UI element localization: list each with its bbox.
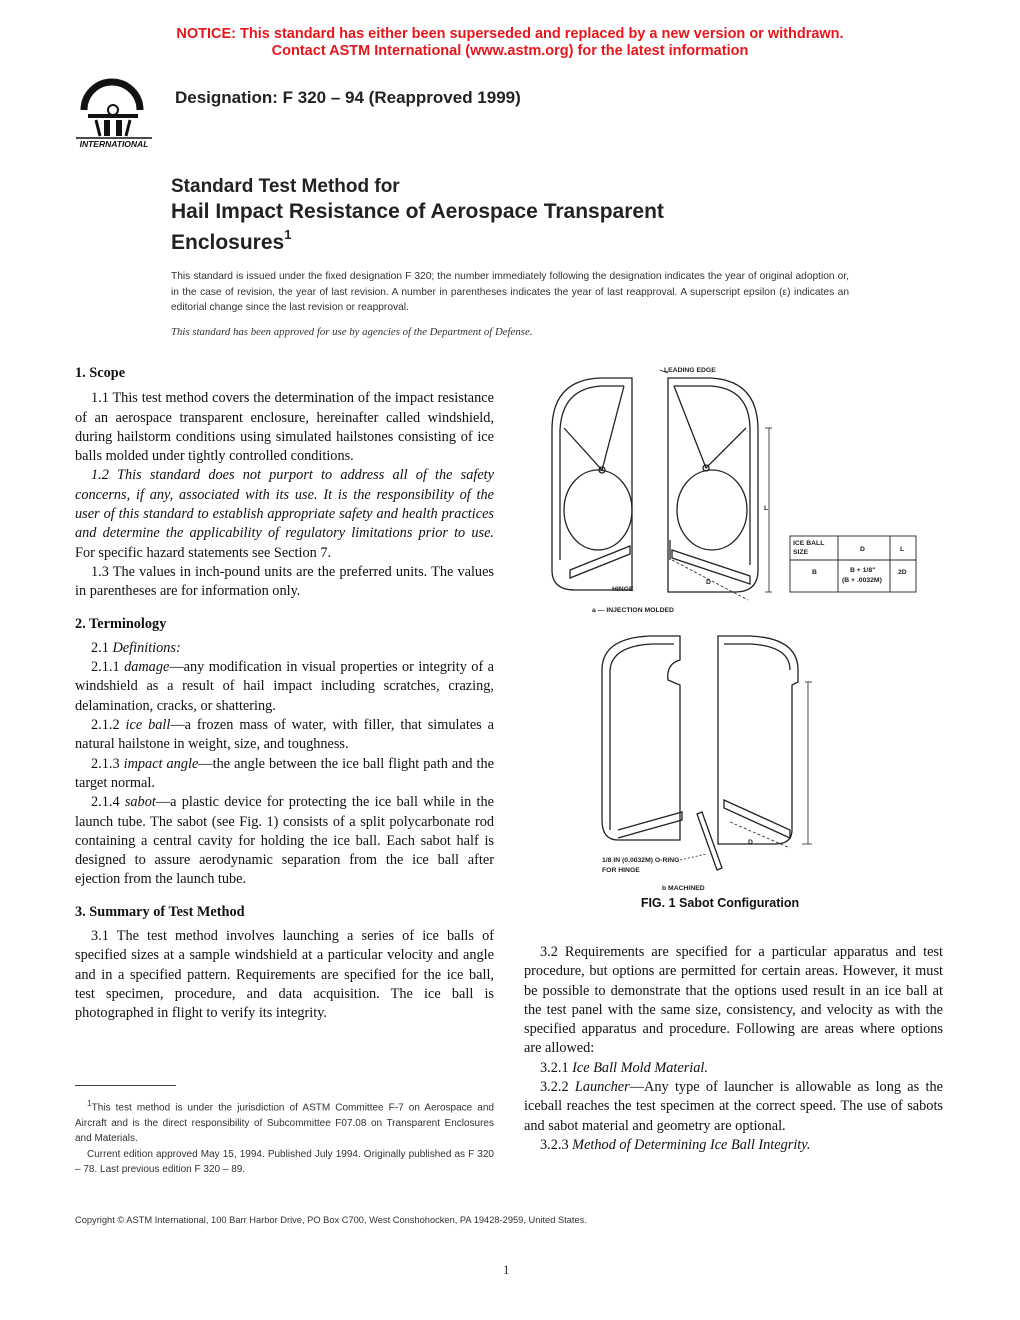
label-oring-1: 1/8 IN (0.0032M) O-RING xyxy=(602,857,680,864)
label-dim-d-a: D xyxy=(706,579,711,586)
title-line-3-text: Enclosures xyxy=(171,231,285,254)
sabot-half-right-machined xyxy=(718,636,798,844)
paragraph-2-1-3-text: —the angle between the ice ball flight path and the target normal. xyxy=(75,755,494,791)
paragraph-2-1-4 xyxy=(75,793,494,889)
paragraph-2-1-2 xyxy=(75,716,494,755)
logo-subtext: INTERNATIONAL xyxy=(79,139,149,149)
footnote xyxy=(75,1096,494,1178)
dimension-lines-a xyxy=(660,370,772,600)
designation: Designation: F 320 – 94 (Reapproved 1999) xyxy=(175,88,521,107)
label-dim-l-a: L xyxy=(764,505,769,512)
label-injection-molded: a — INJECTION MOLDED xyxy=(592,607,674,614)
paragraph-3-2-1 xyxy=(524,1059,943,1078)
label-machined: b MACHINED xyxy=(662,885,705,892)
paragraph-2-1-4-num: 2.1.4 xyxy=(91,794,125,811)
paragraph-2-1-3 xyxy=(75,755,494,794)
paragraph-3-2-3-num: 3.2.3 xyxy=(540,1136,573,1153)
table-cell-2b: (B + .0032M) xyxy=(842,577,882,584)
term-sabot: sabot xyxy=(124,794,156,811)
table-header-1b: SIZE xyxy=(793,549,809,556)
astm-emblem-icon xyxy=(76,82,152,138)
dod-note: This standard has been approved for use by agencies of the Department of Defense. xyxy=(171,326,533,338)
table-header-3: L xyxy=(900,546,905,553)
term-ice-ball: ice ball xyxy=(125,717,171,734)
footnote-p2: Current edition approved May 15, 1994. Published July 1994. Originally published as F 320 – 78. Last previous edition F 320 – 89. xyxy=(75,1148,494,1176)
paragraph-2-1-1-num: 2.1.1 xyxy=(91,659,125,676)
title-footnote-mark: 1 xyxy=(284,227,292,242)
paragraph-1-2-rest: For specific hazard statements see Section 7. xyxy=(75,544,332,561)
section-heading-scope: 1. Scope xyxy=(75,365,126,381)
label-dim-d-b: D xyxy=(748,839,753,846)
term-impact-angle: impact angle xyxy=(123,755,199,772)
label-hinge: HINGE xyxy=(612,586,634,593)
sabot-half-right-molded xyxy=(668,378,758,592)
copyright: Copyright © ASTM International, 100 Barr Harbor Drive, PO Box C700, West Conshohocken, PA 19428-2959, United States. xyxy=(75,1215,587,1225)
section-heading-summary: 3. Summary of Test Method xyxy=(75,903,245,920)
footnote-rule xyxy=(75,1085,176,1086)
paragraph-2-1-2-num: 2.1.2 xyxy=(91,717,126,734)
title-line-1: Standard Test Method for xyxy=(171,176,400,197)
term-ice-ball-integrity: Method of Determining Ice Ball Integrity. xyxy=(572,1136,811,1153)
table-cell-2a: B + 1/8" xyxy=(850,567,876,574)
footnote-p1-text: This test method is under the jurisdiction of ASTM Committee F-7 on Aerospace and Aircraft and is the direct responsibility of Subcommittee F07.08 on Transparent Enclosures and Materials. xyxy=(75,1102,494,1145)
paragraph-1-2-italic: 1.2 This standard does not purport to address all of the safety concerns, if any, associated with its use. It is the responsibility of the user of this standard to establish appropriate safety and health practices and determine the applicability of regulatory limitations prior to use. xyxy=(75,467,494,542)
label-oring-2: FOR HINGE xyxy=(602,867,640,874)
astm-logo xyxy=(66,76,162,152)
paragraph-3-2-3 xyxy=(524,1136,943,1155)
title-line-3 xyxy=(171,224,664,255)
term-damage: damage xyxy=(124,659,170,676)
figure-caption: FIG. 1 Sabot Configuration xyxy=(640,896,800,910)
intro-paragraph: This standard is issued under the fixed designation F 320; the number immediately following the designation indicates the year of original adoption or, in the case of revision, the year of last revision. A number in parentheses indicates the year of last reapproval. A superscript epsilon (ε) indicates an editorial change since the last revision or reapproval. xyxy=(171,271,849,313)
paragraph-1-2 xyxy=(75,466,494,562)
table-header-2: D xyxy=(860,546,865,553)
title-line-2: Hail Impact Resistance of Aerospace Transparent xyxy=(171,200,664,223)
paragraph-3-2-2-num: 3.2.2 xyxy=(540,1079,575,1096)
left-column xyxy=(75,364,494,1024)
term-launcher: Launcher xyxy=(574,1079,630,1096)
paragraph-2-1-1 xyxy=(75,658,494,716)
table-cell-3: 2D xyxy=(898,569,907,576)
table-cell-1: B xyxy=(812,569,817,576)
sabot-half-left-molded xyxy=(552,378,632,590)
paragraph-3-2-2 xyxy=(524,1078,943,1136)
withdrawal-notice xyxy=(0,26,1020,60)
table-header-1a: ICE BALL xyxy=(793,540,825,547)
paragraph-1-3: 1.3 The values in inch-pound units are the preferred units. The values in parentheses are for information only. xyxy=(75,563,494,600)
sabot-half-left-machined xyxy=(602,636,682,840)
paragraph-3-1: 3.1 The test method involves launching a series of ice balls of specified sizes at a sample windshield at a particular velocity and angle and in a specified pattern. Requirements are specified for the ice ball, test specimen, procedure, and data acquisition. The ice ball is photographed in flight to verify its integrity. xyxy=(75,928,494,1022)
paragraph-2-1-4-text: —a plastic device for protecting the ice ball while in the launch tube. The sabot (see Fig. 1) consists of a split polycarbonate rod containing a central cavity for holding the ice ball. Each sabot half is designed to assure aerodynamic separation from the ice ball after ejection from the launch tube. xyxy=(75,794,495,888)
sabot-figure xyxy=(540,360,950,940)
term-ice-ball-mold: Ice Ball Mold Material. xyxy=(572,1059,708,1076)
document-title xyxy=(171,175,664,255)
paragraph-2-1 xyxy=(75,639,494,658)
paragraph-3-2-1-num: 3.2.1 xyxy=(540,1059,573,1076)
label-leading-edge: LEADING EDGE xyxy=(664,367,716,374)
paragraph-2-1-3-num: 2.1.3 xyxy=(91,755,124,772)
paragraph-3-2-2-text: —Any type of launcher is allowable as long as the iceball reaches the test specimen at the correct speed. The use of sabots and sabot material and geometry are optional. xyxy=(524,1079,943,1134)
right-column xyxy=(524,943,943,1155)
paragraph-2-1-1-text: —any modification in visual properties or integrity of a windshield as a result of hail impact including scratches, crazing, delamination, cracks, or shattering. xyxy=(75,659,495,714)
notice-line-2: Contact ASTM International (www.astm.org) for the latest information xyxy=(271,43,749,59)
notice-line-1: NOTICE: This standard has either been superseded and replaced by a new version or withdrawn. xyxy=(176,26,844,42)
paragraph-2-1-2-text: —a frozen mass of water, with filler, that simulates a natural hailstone in weight, size, and toughness. xyxy=(75,717,494,753)
footnote-p1 xyxy=(75,1096,494,1147)
paragraph-2-1-num: 2.1 xyxy=(91,639,113,656)
footnote-mark: 1 xyxy=(87,1098,92,1108)
page-number: 1 xyxy=(503,1262,510,1277)
section-heading-terminology: 2. Terminology xyxy=(75,615,167,632)
paragraph-2-1-label: Definitions: xyxy=(112,639,181,656)
paragraph-3-2: 3.2 Requirements are specified for a particular apparatus and test procedure, but options are permitted for certain areas. However, it must be possible to demonstrate that the options used result in an ice ball at the test panel with the same size, consistency, and velocity as with the specified apparatus and procedure. Following are areas where options are allowed: xyxy=(524,944,943,1057)
paragraph-1-1: 1.1 This test method covers the determination of the impact resistance of an aerospace transparent enclosure, hereinafter called windshield, during hailstorm conditions using simulated hailstones consisting of ice balls molded under tightly controlled conditions. xyxy=(75,390,494,465)
